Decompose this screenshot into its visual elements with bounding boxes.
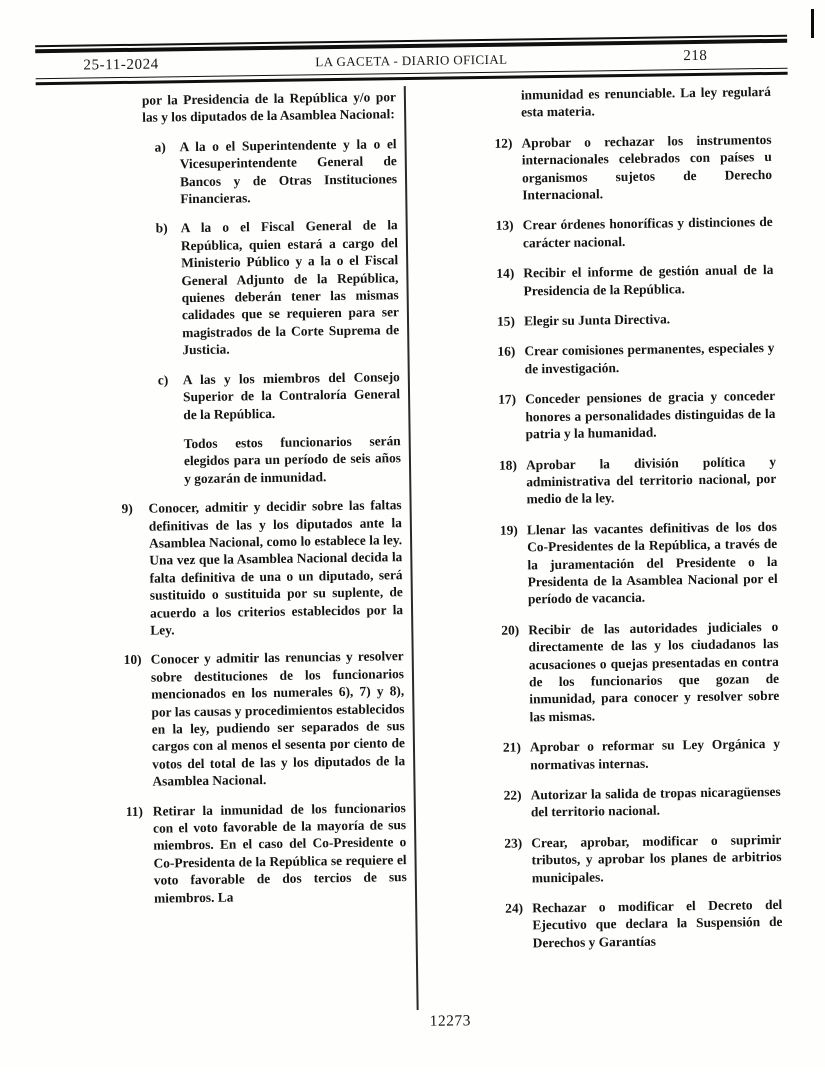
item-number: 14) bbox=[496, 265, 515, 282]
item-text: Crear órdenes honoríficas y distinciones de carácter nacional. bbox=[522, 214, 773, 251]
numbered-item-11 bbox=[126, 799, 407, 907]
item-letter: a) bbox=[154, 139, 166, 155]
right-column bbox=[494, 83, 783, 965]
item-number: 10) bbox=[123, 652, 142, 668]
item-text: Retirar la inmunidad de los funcionarios con el voto favorable de la mayoría de sus miembros. En el caso del Co-Presidente o Co-Presidenta de la República se requiere el voto favorable de dos tercios de sus miembros. La bbox=[152, 799, 407, 906]
item-number: 11) bbox=[125, 803, 144, 819]
item-text: A la o el Fiscal General de la República, quien estará a cargo del Ministerio Público y a la o el Fiscal General Adjunto de la República, quienes deberán tener las mismas calidades que se requieren para ser magistrados de la Corte Suprema de Justicia. bbox=[180, 217, 400, 358]
numbered-item-19 bbox=[500, 518, 778, 609]
item-number: 17) bbox=[498, 391, 517, 408]
numbered-item-24 bbox=[505, 896, 783, 952]
left-column bbox=[116, 88, 408, 919]
numbered-item-12 bbox=[494, 131, 772, 204]
item-text: Recibir de las autoridades judiciales o directamente de las y los ciudadanos las acusaciones o quejas presentadas en contra de los funcionarios que gozan de inmunidad, para conocer y resolver sobre las mismas. bbox=[528, 618, 780, 725]
item-number: 12) bbox=[494, 135, 513, 151]
item-text: Crear, aprobar, modificar o suprimir tributos, y aprobar los planes de arbitrios municipales. bbox=[531, 831, 782, 885]
item-number: 22) bbox=[503, 787, 522, 803]
numbered-item-9 bbox=[121, 496, 403, 639]
lettered-item-a bbox=[154, 135, 397, 208]
item-text: A la o el Superintendente y la o el Vicesuperintendente General de Bancos y de Otras Instituciones Financieras. bbox=[179, 135, 398, 207]
numbered-item-21 bbox=[503, 735, 780, 774]
numbered-item-13 bbox=[496, 213, 773, 252]
continuation-paragraph: inmunidad es renunciable. La ley regulará esta materia. bbox=[520, 83, 771, 120]
page-header bbox=[35, 35, 787, 85]
item-letter: c) bbox=[157, 372, 169, 388]
item-number: 16) bbox=[497, 344, 516, 360]
item-text: Crear comisiones permanentes, especiales y de investigación. bbox=[524, 340, 775, 377]
item-text: Aprobar la división política y administrativa del territorio nacional, por medio de la ley. bbox=[525, 453, 777, 507]
lettered-item-b bbox=[156, 217, 400, 360]
item-text: Conocer, admitir y decidir sobre las faltas definitivas de las y los diputados ante la Asamblea Nacional, como lo establece la ley. Una vez que la Asamblea Nacional decida la falta definitiva de una o un diputado, será sustituido o sustituida por su suplente, de acuerdo a los criterios establecidos por la Ley. bbox=[148, 497, 404, 638]
footer-doc-number: 12273 bbox=[429, 1012, 472, 1030]
item-text: Autorizar la salida de tropas nicaragüenses del territorio nacional. bbox=[530, 783, 781, 820]
item-number: 23) bbox=[504, 835, 523, 851]
numbered-item-20 bbox=[501, 618, 779, 726]
item-number: 9) bbox=[121, 501, 133, 517]
item-text: Recibir el informe de gestión anual de la Presidencia de la República. bbox=[523, 262, 774, 299]
item-text: Conocer y admitir las renuncias y resolver sobre destituciones de los funcionarios mencionados en los numerales 6), 7) y 8), por las causas y procedimientos establecidos en la ley, pudiendo ser separados de sus cargos con al menos el sesenta por ciento de votos del total de las y los diputados de la Asamblea Nacional. bbox=[150, 648, 406, 789]
header-title: LA GACETA - DIARIO OFICIAL bbox=[315, 51, 508, 69]
item-number: 18) bbox=[498, 457, 518, 473]
numbered-item-23 bbox=[504, 831, 782, 887]
numbered-item-22 bbox=[504, 783, 781, 822]
item-number: 13) bbox=[495, 217, 514, 234]
page-footer bbox=[7, 1007, 825, 1037]
item-number: 15) bbox=[496, 313, 516, 329]
intro-paragraph: por la Presidencia de la República y/o por las y los diputados de la Asamblea Nacional: bbox=[141, 89, 396, 126]
item-text: Llenar las vacantes definitivas de los dos Co-Presidentes de la República, a través de la juramentación del Presidente o la Presidenta de la Asamblea Nacional por el período de vacancia. bbox=[526, 518, 778, 607]
item-number: 21) bbox=[502, 739, 521, 755]
item-number: 19) bbox=[499, 522, 518, 538]
item-text: Conceder pensiones de gracia y conceder honores a personalidades distinguidas de la patria y la humanidad. bbox=[525, 388, 776, 442]
numbered-item-16 bbox=[497, 339, 774, 378]
item-number: 20) bbox=[501, 622, 520, 638]
item-text: Aprobar o rechazar los instrumentos internacionales celebrados con países u organismos sujetos de Derecho Internacional. bbox=[521, 131, 773, 203]
item-text: Rechazar o modificar el Decreto del Ejecutivo que declara la Suspensión de Derechos y Garantías bbox=[532, 896, 783, 951]
item-text: Aprobar o reformar su Ley Orgánica y normativas internas. bbox=[529, 736, 781, 772]
header-page-number: 218 bbox=[683, 47, 708, 64]
numbered-item-17 bbox=[498, 387, 776, 443]
lettered-item-c bbox=[158, 368, 401, 424]
numbered-item-10 bbox=[124, 648, 406, 791]
numbered-item-15 bbox=[497, 309, 774, 330]
numbered-item-18 bbox=[499, 452, 777, 508]
item-text: Elegir su Junta Directiva. bbox=[523, 311, 671, 329]
header-date: 25-11-2024 bbox=[83, 55, 159, 74]
item-letter: b) bbox=[155, 220, 168, 236]
item-text: A las y los miembros del Consejo Superior de la Contraloría General de la República. bbox=[182, 368, 401, 422]
numbered-item-14 bbox=[496, 261, 773, 300]
item-number: 24) bbox=[505, 900, 524, 916]
closing-paragraph: Todos estos funcionarios serán elegidos para un período de seis años y gozarán de inmunidad. bbox=[183, 433, 402, 486]
